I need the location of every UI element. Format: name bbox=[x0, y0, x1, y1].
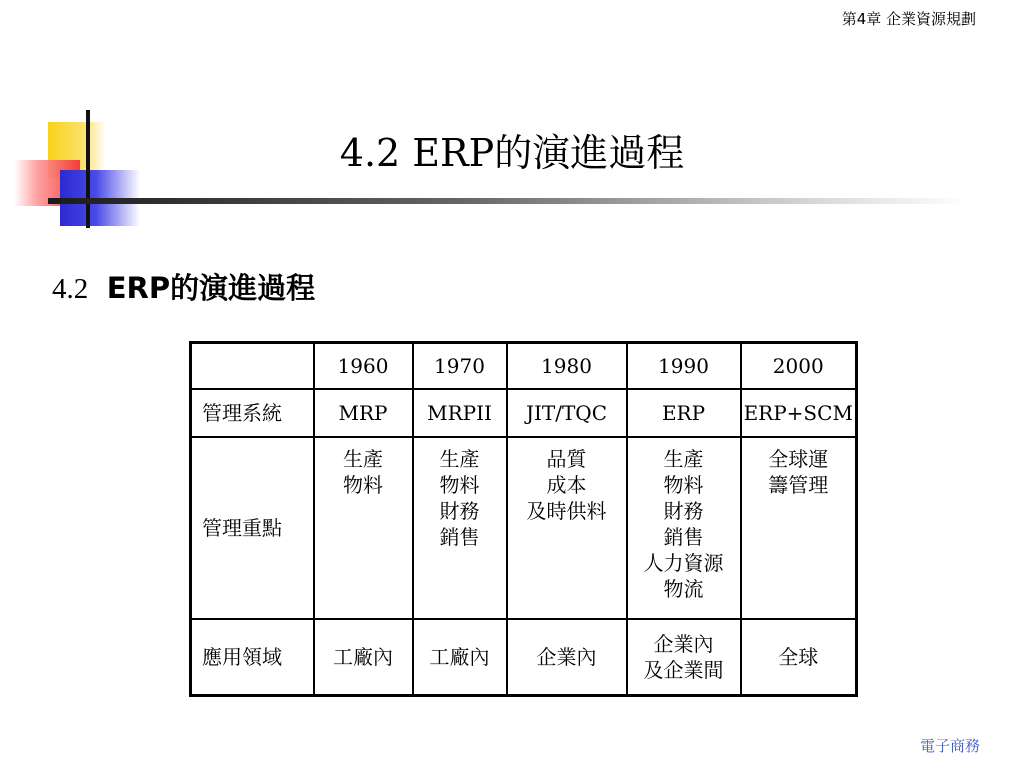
row-label-system: 管理系統 bbox=[191, 389, 314, 437]
slide-title: 4.2 ERP的演進過程 bbox=[339, 131, 685, 175]
title-underline bbox=[48, 198, 968, 204]
table-row-system bbox=[191, 389, 857, 437]
year-cell: 2000 bbox=[741, 343, 857, 389]
focus-cell: 品質 成本 及時供料 bbox=[507, 437, 627, 619]
row-label-scope: 應用領域 bbox=[191, 619, 314, 696]
scope-cell: 工廠內 bbox=[413, 619, 507, 696]
focus-cell: 生產 物料 bbox=[314, 437, 413, 619]
scope-cell: 全球 bbox=[741, 619, 857, 696]
scope-cell: 企業內 bbox=[507, 619, 627, 696]
subtitle-text: ERP的演進過程 bbox=[106, 271, 316, 305]
row-label-focus: 管理重點 bbox=[191, 437, 314, 619]
system-cell: ERP bbox=[627, 389, 741, 437]
table-row-focus bbox=[191, 437, 857, 619]
system-cell: MRPII bbox=[413, 389, 507, 437]
system-cell: MRP bbox=[314, 389, 413, 437]
year-cell: 1970 bbox=[413, 343, 507, 389]
system-cell: JIT/TQC bbox=[507, 389, 627, 437]
erp-evolution-table bbox=[189, 341, 858, 697]
chapter-label: 第4章 企業資源規劃 bbox=[841, 10, 976, 28]
system-cell: ERP+SCM bbox=[741, 389, 857, 437]
table-row-scope bbox=[191, 619, 857, 696]
year-cell: 1990 bbox=[627, 343, 741, 389]
year-cell: 1960 bbox=[314, 343, 413, 389]
scope-cell: 工廠內 bbox=[314, 619, 413, 696]
focus-cell: 生產 物料 財務 銷售 bbox=[413, 437, 507, 619]
table-corner-cell bbox=[191, 343, 314, 389]
focus-cell: 全球運 籌管理 bbox=[741, 437, 857, 619]
table-row-years bbox=[191, 343, 857, 389]
scope-cell: 企業內 及企業間 bbox=[627, 619, 741, 696]
footer-label: 電子商務 bbox=[919, 737, 980, 755]
subtitle-number: 4.2 bbox=[52, 273, 89, 305]
focus-cell: 生產 物料 財務 銷售 人力資源 物流 bbox=[627, 437, 741, 619]
year-cell: 1980 bbox=[507, 343, 627, 389]
slide-subtitle bbox=[52, 266, 315, 307]
